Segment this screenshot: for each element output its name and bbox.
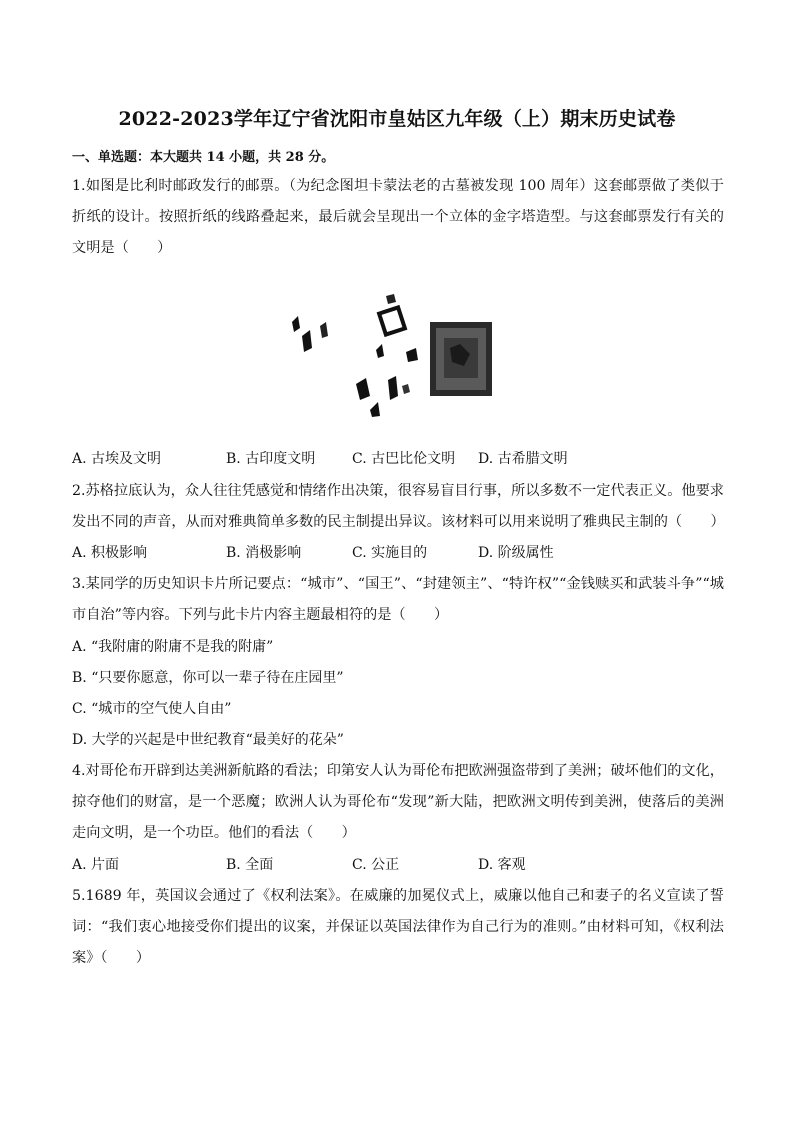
q1-option-b[interactable]: B. 古印度文明	[226, 451, 316, 467]
q3-option-a[interactable]: A. “我附庸的附庸不是我的附庸”	[72, 639, 274, 655]
q3-option-d[interactable]: D. 大学的兴起是中世纪教育“最美好的花朵”	[72, 732, 344, 748]
stamp-figure	[284, 292, 506, 417]
q2-option-b[interactable]: B. 消极影响	[226, 545, 302, 561]
question-5-text: 5.1689 年，英国议会通过了《权利法案》。在威廉的加冕仪式上，威廉以他自己和妻子的名义宣读了誓词：“我们衷心地接受你们提出的议案，并保证以英国法律作为自己行为的准则。”由材料可知，《权利法案》（ ）	[72, 888, 724, 966]
question-4-options	[72, 854, 724, 878]
q4-option-c[interactable]: C. 公正	[352, 857, 400, 873]
question-1-options	[72, 448, 724, 472]
stamp-fragment-left	[292, 316, 328, 352]
question-3-text: 3.某同学的历史知识卡片所记要点：“城市”、“国王”、“封建领主”、“特许权”“金钱赎买和武装斗争”“城市自治”等内容。下列与此卡片内容主题最相符的是（ ）	[72, 576, 724, 623]
q4-option-a[interactable]: A. 片面	[72, 857, 120, 873]
q1-option-c[interactable]: C. 古巴比伦文明	[352, 451, 456, 467]
question-2-text: 2.苏格拉底认为，众人往往凭感觉和情绪作出决策，很容易盲目行事，所以多数不一定代表正义。他要求发出不同的声音，从而对雅典简单多数的民主制提出异议。该材料可以用来说明了雅典民主制的（ ）	[72, 483, 725, 530]
question-4-text: 4.对哥伦布开辟到达美洲新航路的看法；印第安人认为哥伦布把欧洲强盗带到了美洲；破坏他们的文化，掠夺他们的财富，是一个恶魔；欧洲人认为哥伦布“发现”新大陆，把欧洲文明传到美洲，使落后的美洲走向文明，是一个功臣。他们的看法（ ）	[72, 763, 724, 841]
q2-option-d[interactable]: D. 阶级属性	[478, 545, 554, 561]
question-1-text: 1.如图是比利时邮政发行的邮票。（为纪念图坦卡蒙法老的古墓被发现 100 周年）这套邮票做了类似于折纸的设计。按照折纸的线路叠起来，最后就会呈现出一个立体的金字塔造型。与这套邮票发行有关的文明是（ ）	[72, 178, 724, 256]
q1-option-d[interactable]: D. 古希腊文明	[478, 451, 568, 467]
q3-option-b[interactable]: B. “只要你愿意，你可以一辈子待在庄园里”	[72, 670, 344, 686]
stamp-fragment-center	[356, 294, 418, 417]
q2-option-a[interactable]: A. 积极影响	[72, 545, 148, 561]
section-heading: 一、单选题：本大题共 14 小题，共 28 分。	[72, 150, 335, 165]
q1-option-a[interactable]: A. 古埃及文明	[72, 451, 162, 467]
q3-option-c[interactable]: C. “城市的空气使人自由”	[72, 701, 232, 717]
q4-option-d[interactable]: D. 客观	[478, 857, 526, 873]
stamp-pyramid-square	[430, 322, 492, 396]
q2-option-c[interactable]: C. 实施目的	[352, 545, 428, 561]
q4-option-b[interactable]: B. 全面	[226, 857, 274, 873]
question-2-options	[72, 542, 724, 566]
exam-title: 2022-2023学年辽宁省沈阳市皇姑区九年级（上）期末历史试卷	[118, 108, 676, 130]
